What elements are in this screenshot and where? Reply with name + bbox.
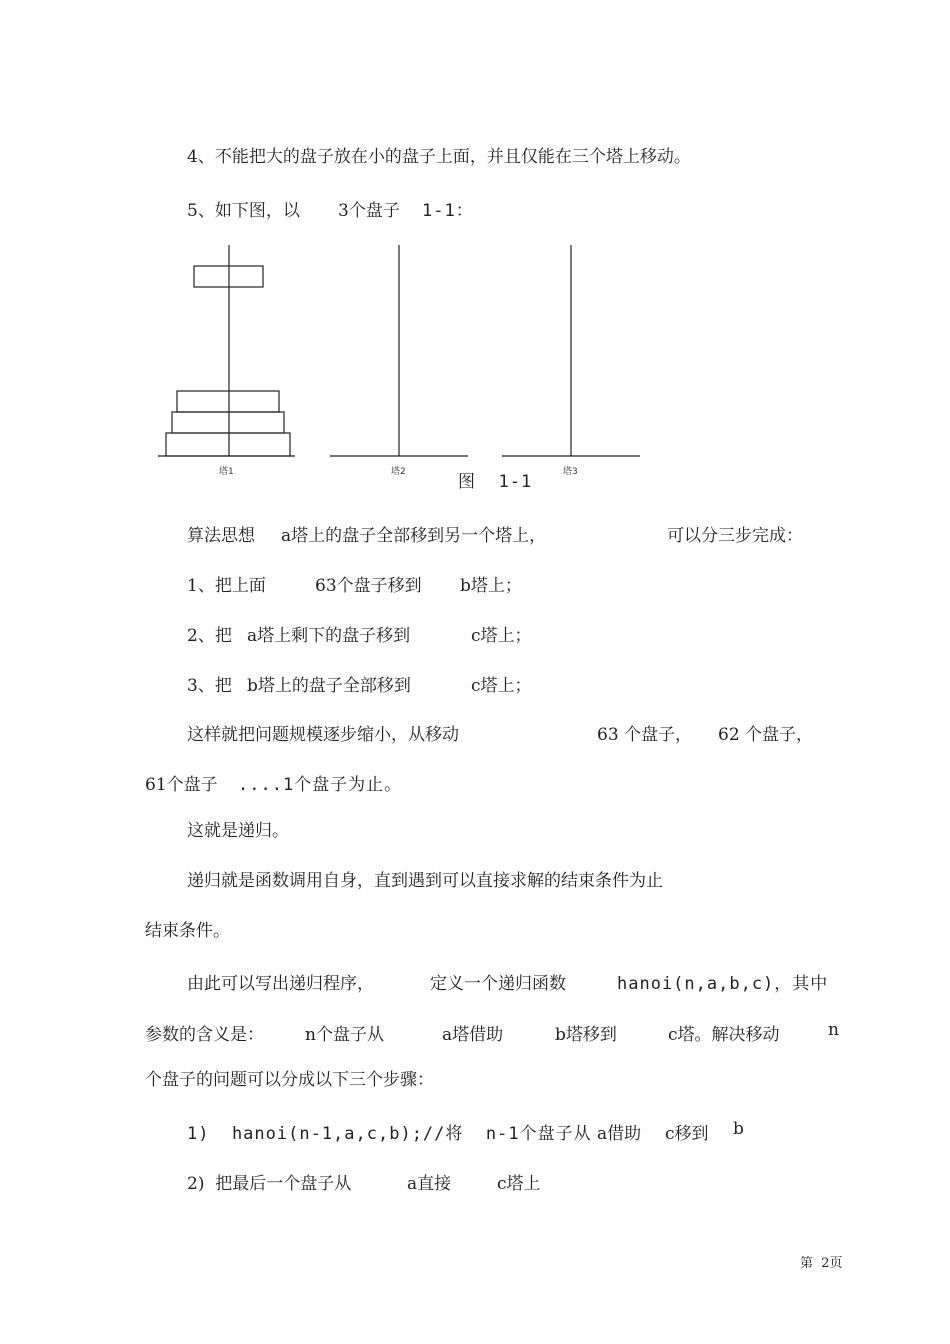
code1-seg-a: 1) hanoi(n-1,a,c,b);//将 n-1个盘子从 (187, 1124, 592, 1144)
step1-seg-b: 63个盘子移到 (315, 576, 422, 596)
p1-seg-c: 可以分三步完成： (667, 526, 803, 546)
step3-seg-c: c塔上； (471, 676, 532, 696)
p7-seg-b: 定义一个递归函数 (430, 974, 566, 994)
step3-seg-a: 3、把 (187, 676, 232, 696)
p3-seg-a: 61个盘子 (145, 775, 218, 795)
code2-seg-b: a直接 (407, 1174, 452, 1194)
paragraph-5: 递归就是函数调用自身，直到遇到可以直接求解的结束条件为止 (187, 871, 663, 891)
step2-seg-b: a塔上剩下的盘子移到 (247, 626, 411, 646)
step2-seg-c: c塔上； (471, 626, 532, 646)
p8-seg-e: c塔。解决移动 (668, 1025, 780, 1045)
text-line-4: 4、不能把大的盘子放在小的盘子上面，并且仅能在三个塔上移动。 (187, 147, 691, 167)
line5-seg-b: 3个盘子 (338, 201, 400, 221)
p8-seg-c: a塔借助 (442, 1025, 504, 1045)
p2-seg-b: 63 个盘子， (597, 725, 693, 745)
tower1-disk-3 (177, 391, 279, 412)
p8-seg-a: 参数的含义是： (145, 1025, 264, 1045)
hanoi-figure (155, 240, 655, 485)
code1-seg-b: a借助 (597, 1124, 642, 1144)
paragraph-6: 结束条件。 (145, 921, 230, 941)
code1-seg-c: c移到 (665, 1124, 709, 1144)
p1-seg-a: 算法思想 (187, 526, 255, 546)
paragraph-4: 这就是递归。 (187, 821, 289, 841)
line5-seg-c: 1-1： (422, 201, 474, 221)
line5-seg-a: 5、如下图，以 (187, 201, 300, 221)
p1-seg-b: a塔上的盘子全部移到另一个塔上， (281, 526, 547, 546)
p3-seg-b: ....1个盘子为止。 (238, 775, 403, 795)
p8-seg-d: b塔移到 (555, 1025, 617, 1045)
p8-seg-b: n个盘子从 (305, 1025, 384, 1045)
tower1-label: 塔1 (219, 467, 234, 477)
tower2-label: 塔2 (391, 467, 406, 477)
p7-seg-a: 由此可以写出递归程序， (187, 974, 374, 994)
step1-seg-c: b塔上； (460, 576, 522, 596)
step1-seg-a: 1、把上面 (187, 576, 266, 596)
tower1-disk-2 (172, 412, 284, 433)
p7-seg-c: hanoi(n,a,b,c)，其中 (617, 974, 829, 994)
step2-seg-a: 2、把 (187, 626, 232, 646)
code2-seg-a: 2) 把最后一个盘子从 (187, 1174, 352, 1194)
page-number: 第 2页 (800, 1256, 843, 1271)
code1-seg-d: b (733, 1119, 744, 1139)
figure-caption: 图 1-1 (458, 472, 533, 492)
p8-seg-f: n (828, 1020, 839, 1040)
step3-seg-b: b塔上的盘子全部移到 (247, 676, 411, 696)
p2-seg-a: 这样就把问题规模逐步缩小，从移动 (187, 725, 459, 745)
p2-seg-c: 62 个盘子， (718, 725, 814, 745)
tower1-disk-1 (166, 433, 290, 456)
paragraph-9: 个盘子的问题可以分成以下三个步骤： (145, 1070, 434, 1090)
tower3-label: 塔3 (563, 467, 578, 477)
code2-seg-c: c塔上 (497, 1174, 541, 1194)
